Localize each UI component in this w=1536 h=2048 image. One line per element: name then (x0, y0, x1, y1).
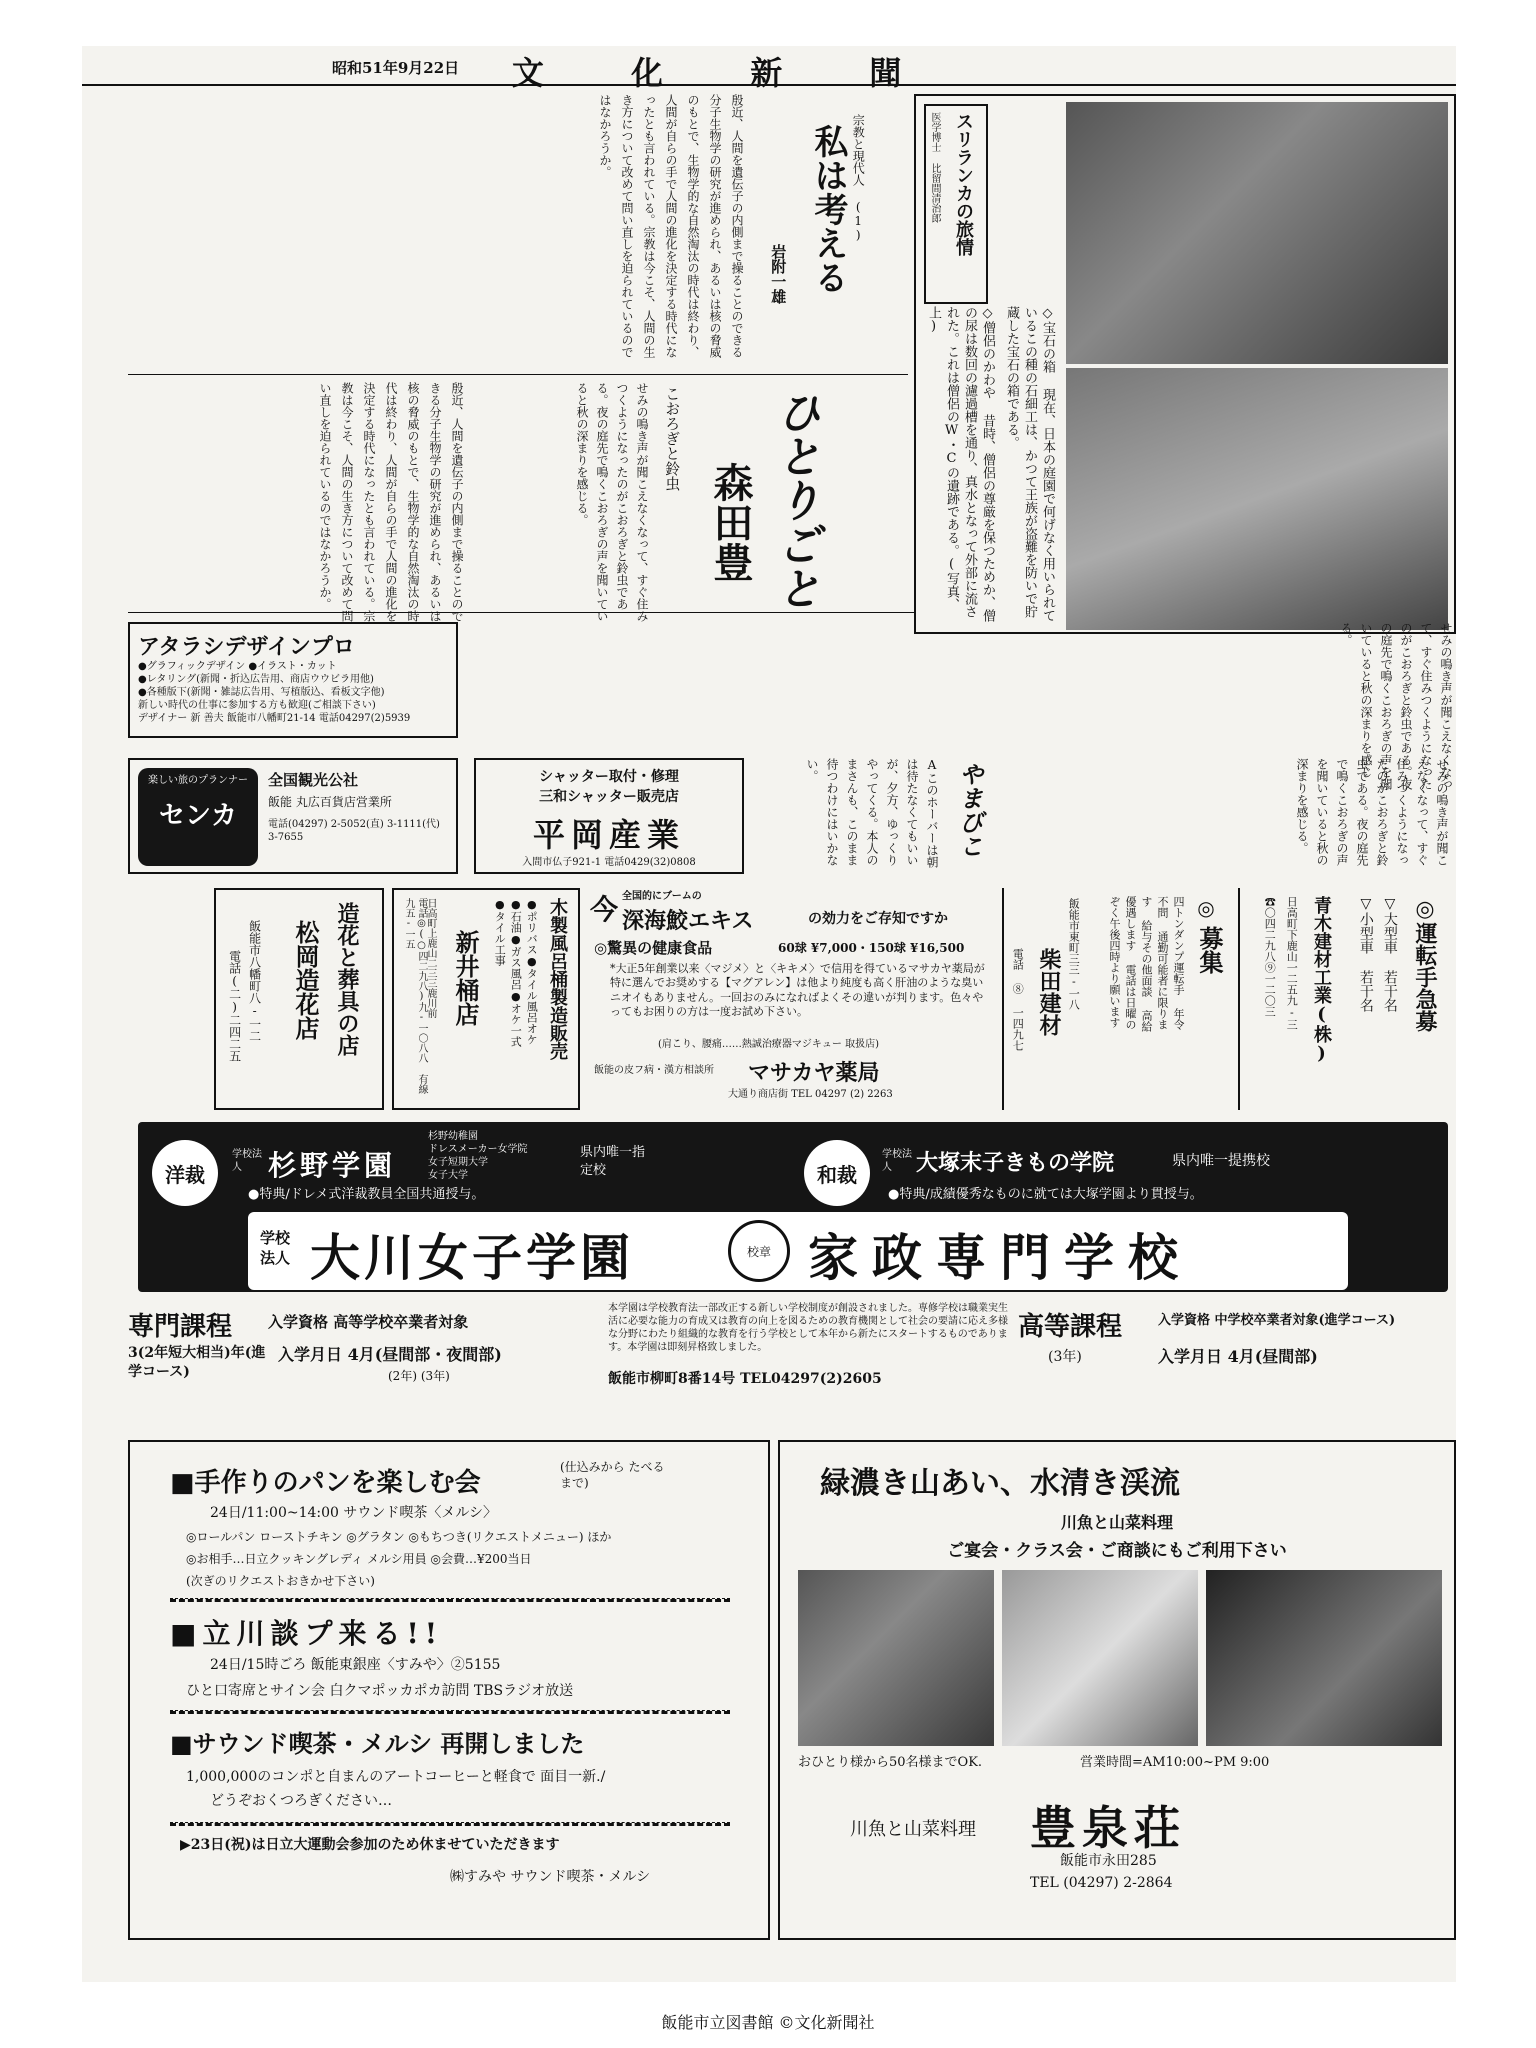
merci-divider (170, 1710, 730, 1714)
ev1-time: 24日/11:00~14:00 サウンド喫茶〈メルシ〉 (210, 1505, 498, 1521)
photo-stone-box (1066, 102, 1448, 364)
merci-divider (170, 1598, 730, 1602)
photo-pavilion (798, 1570, 994, 1746)
ev2-title: ■立川談プ来る!! (170, 1617, 444, 1650)
matsuoka-address: 飯能市八幡町八-一二 (247, 920, 262, 1042)
ev3-body1: 1,000,000のコンポと自まんのアートコーヒーと軽食で 面目一新./ (186, 1769, 606, 1785)
arai-item: ●タイル工事 (493, 898, 507, 966)
hitorigoto-logo: ひとりごと (769, 390, 820, 610)
ev3-body2: どうぞおくつろぎください… (210, 1793, 392, 1809)
school-address: 飯能市柳町8番14号 TEL04297(2)2605 (608, 1371, 882, 1387)
tour-logo: センカ (158, 801, 237, 831)
hitorigoto-subtitle: こおろぎと鈴虫 (663, 386, 682, 491)
ad-masakaya (588, 888, 996, 1110)
main-prefix: 学校法人 (260, 1229, 291, 1268)
otsuka-prefix: 学校法人 (882, 1149, 912, 1173)
course2-years: (3年) (1048, 1349, 1082, 1365)
tour-badge: 楽しい旅のプランナー (148, 775, 248, 786)
arai-item: ●石油●ガス風呂●オケ一式 (509, 898, 523, 1047)
shibata-name: 柴田建材 (1036, 948, 1062, 1036)
main-name: 大川女子学園 (310, 1228, 634, 1287)
shibata-mark: ◎ (1194, 896, 1218, 920)
masakaya-shop-label: 飯能の皮フ病・漢方相談所 (594, 1065, 714, 1076)
aoki-title: ◎運転手急募 (1412, 896, 1438, 1032)
circle-wasai-label: 和裁 (817, 1162, 857, 1187)
hosenso-label: 川魚と山菜料理 (850, 1819, 976, 1840)
sugino-badge: 県内唯一指定校 (580, 1145, 646, 1178)
article-author: 岩附一雄 (769, 244, 788, 304)
masakaya-lead3: の効力をご存知ですか (808, 911, 948, 927)
course1-years: 3(2年短大相当)年(進学コース) (128, 1345, 266, 1380)
aoki-item: ▽大型車 若干名 (1381, 896, 1398, 1012)
srilanka-article (914, 94, 1456, 634)
issue-date: 昭和51年9月22日 (332, 59, 460, 77)
otsuka-note: ●特典/成績優秀なものに就ては大塚学園より貫授与。 (888, 1187, 1203, 1202)
tour-branch: 飯能 丸広百貨店営業所 (268, 795, 392, 809)
shutter-address: 入間市仏子921-1 電話0429(32)0808 (522, 857, 696, 868)
hosenso-capacity: おひとり様から50名様までOK. (798, 1755, 983, 1770)
school-emblem-icon (728, 1220, 790, 1282)
sugino-name: 杉野学園 (268, 1149, 397, 1182)
masakaya-note: (肩こり、腰痛……熱誠治療器マジキュー 取扱店) (658, 1039, 879, 1050)
hosenso-sub: 川魚と山菜料理 (1060, 1513, 1173, 1532)
hitorigoto-column (472, 382, 908, 634)
atarashi-item: ●各種版下(新聞・雑誌広告用、写植版込、看板文字他) (138, 687, 385, 698)
shutter-head2: 三和シャッター販売店 (539, 789, 679, 805)
ad-hiraoka-shutter (474, 758, 744, 874)
ad-tour-company (128, 758, 458, 874)
sugino-list (428, 1130, 528, 1182)
hosenso-headline: 緑濃き山あい、水清き渓流 (820, 1466, 1180, 1501)
aoki-tel: ☎〇四二九八⑨一二〇三 (1263, 896, 1277, 1017)
ev2-note: ひと口寄席とサイン会 白クマポッカポカ訪問 TBSラジオ放送 (186, 1683, 574, 1699)
otsuka-name: 大塚末子きもの学院 (916, 1150, 1115, 1176)
middle-divider (128, 612, 914, 613)
article-watashi (128, 94, 908, 634)
hosenso-name: 豊泉荘 (1030, 1801, 1186, 1855)
sugino-list-item: 女子短期大学 (428, 1157, 488, 1168)
emblem-label: 校章 (746, 1244, 771, 1259)
main-kind: 家政専門学校 (808, 1228, 1192, 1287)
sugino-list-item: ドレスメーカー女学院 (428, 1144, 528, 1155)
middle-article-text: せみの鳴き声が聞こえなくなって、すぐ住みつくようになったのがこおろぎと鈴虫である。夜の庭先で鳴くこおろぎの声を聞いていると秋の深まりを感じる。 (1339, 622, 1453, 790)
ev1-menu2: ◎お相手…日立クッキングレディ メルシ用員 ◎会費…¥200当日 (186, 1552, 532, 1566)
ad-arai-oke (392, 888, 580, 1110)
shibata-address: 飯能市東町三三-一八 (1067, 898, 1081, 1010)
article-divider (128, 374, 908, 375)
course2-month: 入学月日 4月(昼間部) (1158, 1347, 1318, 1366)
matsuoka-name: 松岡造花店 (291, 920, 320, 1040)
course1-req: 入学資格 高等学校卒業者対象 (268, 1313, 469, 1331)
masakaya-body: *大正5年創業以来〈マジメ〉と〈キキメ〉で信用を得ているマサカヤ薬局が特に選んでお奨めする【マグアレン】は他より純度も高く肝油のような臭いニオイもありません。一回おのみになればよくその違いが判ります。色々やってもお困りの方は一度お試め下さい。 (610, 962, 985, 1018)
arai-tel: 電話◎(○四二九八)九‐一〇八八 有線 九五‐一五 (403, 898, 427, 1094)
newspaper-title: 文 化 新 聞 (512, 54, 940, 92)
photo-inn-building (1002, 1570, 1198, 1746)
tour-logo-box (138, 768, 258, 866)
merci-divider (170, 1822, 730, 1826)
photo-latrine-ruin (1066, 368, 1448, 630)
photo-river-inn (1206, 1570, 1442, 1746)
hitorigoto-author: 森田豊 (707, 462, 754, 582)
merci-sign: ㈱すみや サウンド喫茶・メルシ (450, 1869, 651, 1885)
sugino-prefix: 学校法人 (232, 1149, 262, 1173)
arai-title: 木製風呂桶製造販売 (547, 898, 568, 1060)
ev1-note: (仕込みから たべるまで) (560, 1460, 665, 1490)
masakaya-name: マサカヤ薬局 (748, 1060, 880, 1086)
atarashi-items (138, 660, 410, 725)
ad-hosenso (778, 1440, 1456, 1940)
ev1-menu1: ◎ロールパン ローストチキン ◎グラタン ◎もちつき(リクエストメニュー) ほか (186, 1530, 612, 1544)
matsuoka-title: 造花と葬具の店 (334, 902, 360, 1056)
srilanka-title: スリランカの旅情 (953, 112, 974, 256)
masakaya-lead2: 深海鮫エキス (622, 908, 754, 934)
atarashi-item: ●レタリング(新聞・折込広告用、商店ウウビラ用他) (138, 674, 374, 685)
course2-req: 入学資格 中学校卒業者対象(進学コース) (1158, 1313, 1396, 1328)
tour-tel: 電話(04297) 2-5052(直) 3-1111(代) 3-7655 (268, 819, 440, 843)
course1-title: 専門課程 (128, 1312, 233, 1342)
course1-sub: (2年) (3年) (388, 1369, 450, 1383)
merci-holiday: ▶23日(祝)は日立大運動会参加のため休ませていただきます (180, 1837, 560, 1853)
hosenso-tel: TEL (04297) 2-2864 (1030, 1875, 1173, 1891)
circle-wasai (804, 1140, 870, 1206)
shibata-title: 募集 (1195, 926, 1224, 974)
shibata-body: 四トンダンプ運転手 年令不問 通勤可能者に限ります 給与その他面談 高給優遇します 電話は日曜のぞく午後四時より願います (1108, 896, 1185, 1032)
yamabiko-logo: やまびこ (955, 762, 984, 858)
masakaya-ima-mark: 今 (590, 893, 619, 926)
masthead (82, 46, 1456, 92)
ad-merci (128, 1440, 770, 1940)
shutter-head1: シャッター取付・修理 (539, 769, 679, 785)
ad-shibata (1002, 888, 1232, 1110)
yamabiko-body-right: せみの鳴き声が聞こえなくなって、すぐ住みつくようになったのがこおろぎと鈴虫である。夜の庭先で鳴くこおろぎの声を聞いていると秋の深まりを感じる。 (1295, 758, 1449, 866)
school-main-banner (248, 1212, 1348, 1290)
tour-company: 全国観光公社 (268, 771, 359, 789)
yamabiko-column (752, 758, 1456, 874)
course1-month: 入学月日 4月(昼間部・夜間部) (278, 1345, 502, 1364)
aoki-address: 日高町下鹿山一二五九-三 (1285, 896, 1299, 1030)
yamabiko-body: Aこのホーバーは朝は待たなくてもいいが、夕方、ゆっくりやってくる。本人のまさんも、このまま待つわけにはいかない。 (805, 758, 939, 868)
srilanka-title-box (924, 104, 988, 304)
article-body-continued: 殷近、人間を遺伝子の内側まで操ることのできる分子生物学の研究が進められ、あるいは核の脅威のもとで、生物学的な自然淘汰の時代は終わり、人間が自らの手で人間の進化を決定する時代になったとも言われている。宗教は今こそ、人間の生き方について改めて問い直しを迫られているのではなかろうか。 (318, 382, 464, 622)
hitorigoto-body: せみの鳴き声が聞こえなくなって、すぐ住みつくようになったのがこおろぎと鈴虫である。夜の庭先で鳴くこおろぎの声を聞いていると秋の深まりを感じる。 (575, 382, 649, 622)
course2-title: 高等課程 (1018, 1312, 1123, 1342)
newspaper-page (82, 46, 1456, 1982)
ad-aoki (1238, 888, 1456, 1110)
article-column-label: 宗教と現代人 (1) (851, 114, 866, 242)
ev1-menu3: (次ぎのリクエストおきかせ下さい) (186, 1574, 375, 1588)
ev2-time: 24日/15時ごろ 飯能東銀座〈すみや〉②5155 (210, 1657, 501, 1673)
circle-yosai (152, 1140, 218, 1206)
aoki-name: 青木建材工業(株) (1311, 896, 1332, 1064)
hosenso-hours: 営業時間=AM10:00~PM 9:00 (1080, 1755, 1270, 1770)
hosenso-address: 飯能市永田285 (1060, 1853, 1157, 1869)
ad-okawa-school (128, 1122, 1456, 1402)
shibata-tel: 電話 ⑧ 一四九七 (1011, 948, 1025, 1051)
sugino-list-item: 杉野幼稚園 (428, 1131, 478, 1142)
school-description: 本学園は学校教育法一部改正する新しい学校制度が創設されました。専修学校は職業実生活に必要な能力の育成又は教育の向上を図るための教育機関として社会の要請に応え多様な分野にわたり組織的な教育を行う学校として本年から新たにスタートするものであります。本学園は即刻昇格致しました。 (608, 1303, 1008, 1353)
otsuka-badge: 県内唯一提携校 (1172, 1153, 1270, 1169)
atarashi-logo: アタラシデザインプロ (138, 635, 355, 660)
arai-item: ●ポリバス●タイル風呂オケ (525, 898, 539, 1045)
masakaya-price: 60球 ¥7,000・150球 ¥16,500 (778, 941, 965, 955)
article-body: 殷近、人間を遺伝子の内側まで操ることのできる分子生物学の研究が進められ、あるいは核の脅威のもとで、生物学的な自然淘汰の時代は終わり、人間が自らの手で人間の進化を決定する時代になったとも言われている。宗教は今こそ、人間の生き方について改めて問い直しを迫られているのではなかろうか。 (598, 94, 744, 358)
matsuoka-tel: 電話(二)二四二五 (227, 950, 242, 1062)
srilanka-caption-1: ◇宝石の箱 現在、日本の庭園で何げなく用いられているこの種の石細工は、かつて王族が盗難を防いで貯蔵した宝石の箱である。 (1004, 306, 1055, 622)
ad-atarashi-design (128, 622, 458, 738)
srilanka-author: 医学博士 比留間清治郎 (929, 112, 940, 223)
ev1-title: ■手作りのパンを楽しむ会 (170, 1468, 481, 1498)
aoki-item: ▽小型車 若干名 (1357, 896, 1374, 1012)
atarashi-address: デザイナー 新 善夫 飯能市八幡町21-14 電話04297(2)5939 (138, 713, 411, 724)
sugino-list-item: 女子大学 (428, 1170, 468, 1181)
sugino-note: ●特典/ドレメ式洋裁教員全国共通授与。 (248, 1187, 485, 1202)
masakaya-address: 大通り商店街 TEL 04297 (2) 2263 (728, 1089, 893, 1100)
ev3-title: ■サウンド喫茶・メルシ 再開しました (170, 1729, 585, 1758)
masakaya-lead1: 全国的にブームの (622, 891, 702, 902)
arai-name: 新井桶店 (451, 930, 480, 1026)
arai-address: 日高町上鹿山二三三鹿川前 (425, 898, 436, 1018)
page-footer: 飯能市立図書館 ©文化新聞社 (661, 2013, 875, 2032)
article-title: 私は考える (808, 124, 848, 294)
ad-matsuoka (214, 888, 384, 1110)
srilanka-caption-2: ◇僧侶のかわや 昔時、僧侶の尊厳を保つためか、僧の尿は数回の濾過槽を通り、真水となって外部に流された。これは僧侶のW・Cの遺跡である。(写真、上) (926, 306, 995, 622)
atarashi-note: 新しい時代の仕事に参加する方も歓迎(ご相談下さい) (138, 700, 376, 711)
masakaya-product: ◎驚異の健康食品 (594, 939, 713, 957)
atarashi-item: ●グラフィックデザイン ●イラスト・カット (138, 661, 337, 672)
circle-yosai-label: 洋裁 (165, 1162, 205, 1187)
shutter-name: 平岡産業 (532, 816, 685, 854)
hosenso-line: ご宴会・クラス会・ご商談にもご利用下さい (947, 1541, 1287, 1561)
